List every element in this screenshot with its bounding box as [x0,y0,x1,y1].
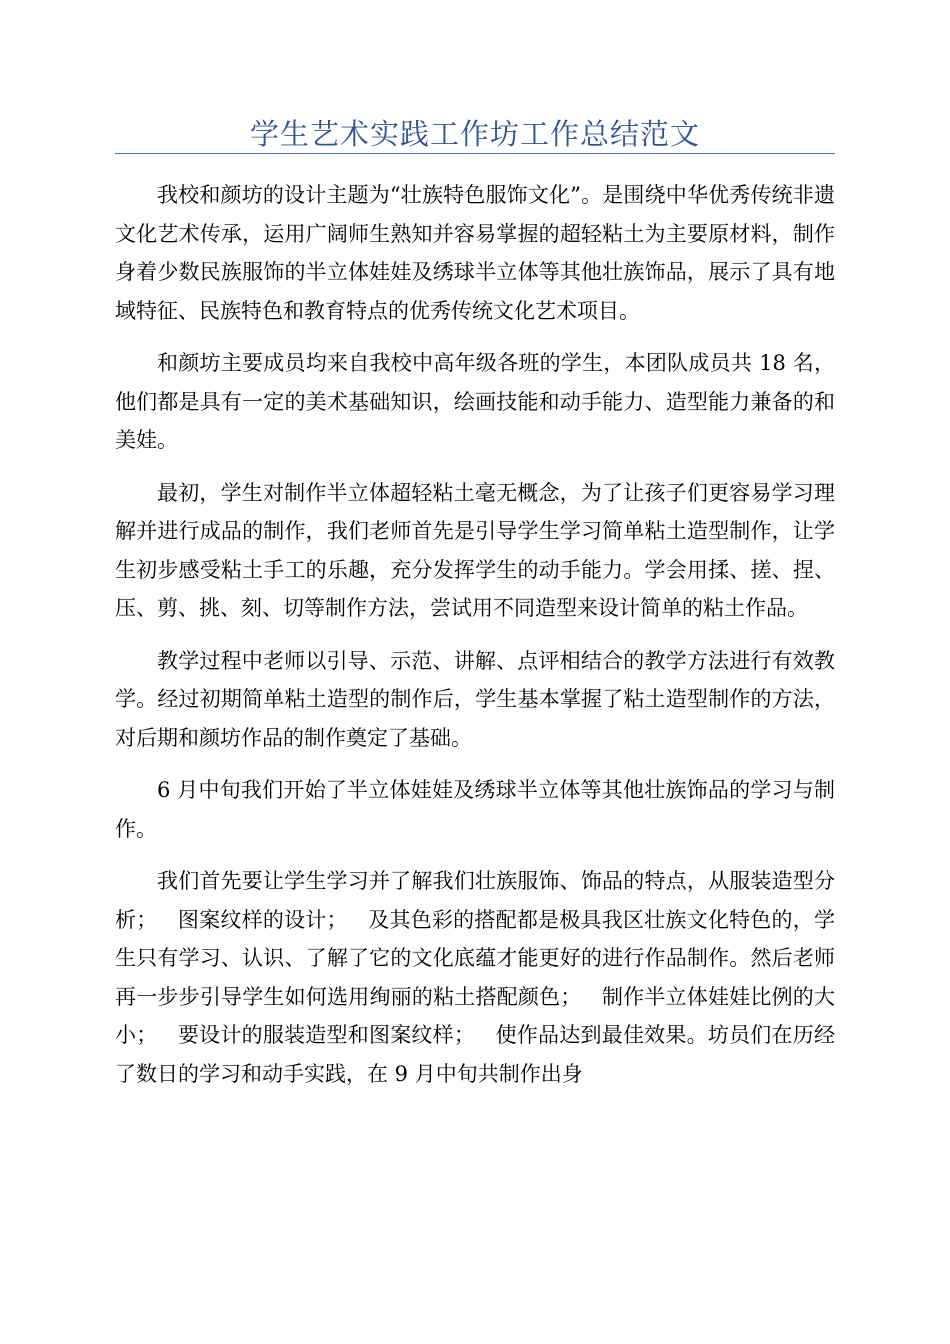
paragraph-members: 和颜坊主要成员均来自我校中高年级各班的学生，本团队成员共 18 名，他们都是具有一定的美术基础知识，绘画技能和动手能力、造型能力兼备的和美娃。 [115,351,835,452]
paragraph-teaching: 教学过程中老师以引导、示范、讲解、点评相结合的教学方法进行有效教学。经过初期简单粘土造型的制作后，学生基本掌握了粘土造型制作的方法，对后期和颜坊作品的制作奠定了基础。 [115,648,835,750]
paragraph-june: 6 月中旬我们开始了半立体娃娃及绣球半立体等其他壮族饰品的学习与制作。 [115,778,835,841]
document-body [115,176,835,1107]
paragraph-process: 我们首先要让学生学习并了解我们壮族服饰、饰品的特点，从服装造型分析； 图案纹样的设计； 及其色彩的搭配都是极具我区壮族文化特色的，学生只有学习、认识、了解了它的文化底蕴才能更好的进行作品制作。然后老师再一步步引导学生如何选用绚丽的粘土搭配颜色； 制作半立体娃娃比例的大小； 要设计的服装造型和图案纹样； 使作品达到最佳效果。坊员们在历经了数日的学习和动手实践，在 9 月中旬共制作出身 [115,869,835,1086]
paragraph-beginning: 最初，学生对制作半立体超轻粘土毫无概念，为了让孩子们更容易学习理解并进行成品的制作，我们老师首先是引导学生学习简单粘土造型制作，让学生初步感受粘土手工的乐趣，充分发挥学生的动手能力。学会用揉、搓、捏、压、剪、挑、刻、切等制作方法，尝试用不同造型来设计简单的粘土作品。 [115,480,835,620]
title-underline [115,153,835,154]
document-title: 学生艺术实践工作坊工作总结范文 [249,117,700,151]
paragraph-theme: 我校和颜坊的设计主题为“壮族特色服饰文化”。是围绕中华优秀传统非遗文化艺术传承，运用广阔师生熟知并容易掌握的超轻粘土为主要原材料，制作身着少数民族服饰的半立体娃娃及绣球半立体等其他壮族饰品，展示了具有地域特征、民族特色和教育特点的优秀传统文化艺术项目。 [115,183,835,323]
